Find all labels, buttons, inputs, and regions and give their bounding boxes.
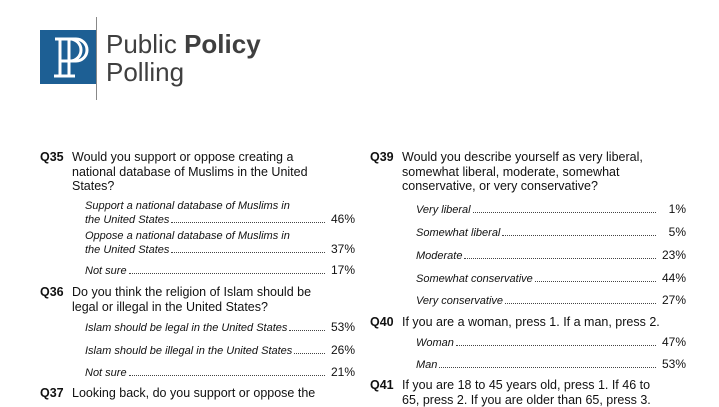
response-percent: 44% [661,271,686,285]
response-label: the United States [85,214,170,226]
response-label: Very liberal [416,204,471,216]
leader-dots [502,235,656,236]
response-percent: 1% [668,202,686,216]
question-number: Q37 [40,386,64,400]
brand-name [106,30,261,86]
response-q39-very-conservative [416,294,686,308]
response-q36-illegal [85,344,355,358]
response-q36-legal [85,321,355,335]
leader-dots [439,367,656,368]
pp-monogram-icon [40,30,96,84]
response-q39-moderate [416,249,686,263]
response-label: the United States [85,244,170,256]
response-percent: 53% [661,357,686,371]
header-divider [96,17,97,100]
leader-dots [464,258,656,259]
brand-word-polling: Polling [106,57,185,87]
leader-dots [505,303,656,304]
response-label: Moderate [416,250,463,262]
response-label: Woman [416,337,454,349]
response-percent: 26% [330,343,355,357]
response-label: Not sure [85,367,127,379]
response-percent: 47% [661,335,686,349]
leader-dots [289,330,325,331]
response-q39-very-liberal [416,203,686,217]
leader-dots [294,353,325,354]
response-q39-somewhat-conservative [416,272,686,286]
response-q40-man [416,358,686,372]
response-label: Islam should be legal in the United States [85,322,288,334]
leader-dots [171,252,325,253]
response-label: Oppose a national database of Muslims in [85,230,290,242]
response-percent: 46% [330,212,355,226]
response-q35-support [85,200,355,227]
question-q36 [40,285,340,314]
leader-dots [129,273,325,274]
response-percent: 37% [330,242,355,256]
leader-dots [535,281,656,282]
question-q37 [40,386,340,401]
response-percent: 5% [668,225,686,239]
response-q35-not-sure [85,264,355,278]
response-label: Support a national database of Muslims in [85,200,290,212]
response-label: Not sure [85,265,127,277]
response-q39-somewhat-liberal [416,226,686,240]
leader-dots [171,222,325,223]
response-percent: 53% [330,320,355,334]
response-label: Man [416,359,438,371]
question-number: Q39 [370,150,394,164]
question-text: Looking back, do you support or oppose the [72,386,316,400]
response-label: Very conservative [416,295,504,307]
ppp-logo-icon [40,30,96,84]
question-text: Do you think the religion of Islam should be legal or illegal in the United States? [72,285,312,314]
brand-word-public: Public [106,29,177,59]
question-number: Q41 [370,378,394,392]
response-label: Somewhat liberal [416,227,501,239]
question-text: Would you describe yourself as very liberal, somewhat liberal, moderate, somewhat conservative, or very conservative? [402,150,643,193]
question-q35 [40,150,325,194]
response-percent: 21% [330,365,355,379]
response-q40-woman [416,336,686,350]
leader-dots [473,212,656,213]
response-q36-not-sure [85,366,355,380]
question-number: Q40 [370,315,394,329]
question-text: Would you support or oppose creating a national database of Muslims in the United States? [72,150,308,193]
response-label: Islam should be illegal in the United States [85,345,293,357]
response-label: Somewhat conservative [416,273,533,285]
question-text: If you are 18 to 45 years old, press 1. If 46 to 65, press 2. If you are older than 65, press 3. [402,378,651,407]
question-q40 [370,315,690,330]
response-percent: 27% [661,293,686,307]
leader-dots [129,375,325,376]
response-percent: 17% [330,263,355,277]
question-q39 [370,150,670,194]
question-number: Q36 [40,285,64,299]
question-number: Q35 [40,150,64,164]
brand-word-policy: Policy [184,29,261,59]
leader-dots [456,345,656,346]
response-q35-oppose [85,230,355,257]
response-percent: 23% [661,248,686,262]
question-text: If you are a woman, press 1. If a man, press 2. [402,315,660,329]
